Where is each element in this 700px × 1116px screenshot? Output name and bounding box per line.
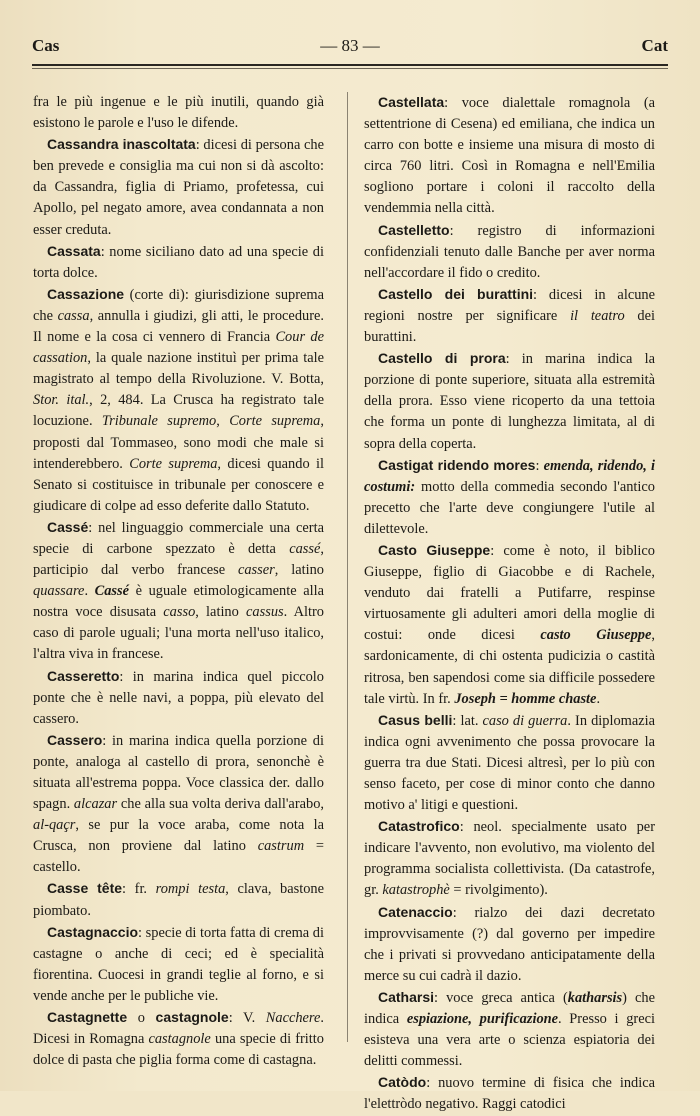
headword: Cassé: [47, 518, 89, 535]
running-head-left: Cas: [32, 36, 60, 55]
headword: Casus belli: [378, 711, 453, 728]
entry-casse-tete: Casse tête: fr. rompi testa, clava, bastone piombato.: [33, 880, 324, 919]
entry-catodo: Catòdo: nuovo termine di fisica che indica l'elettròdo negativo. Raggi catodici: [364, 1074, 655, 1113]
header-rule-thin: [32, 68, 668, 69]
headword: Cassata: [47, 242, 101, 259]
page-number: — 83 —: [320, 36, 380, 55]
column-divider: [347, 92, 348, 1042]
headword: Cassero: [47, 731, 103, 748]
headword: Castello di prora: [378, 350, 506, 367]
headword: Catòdo: [378, 1074, 427, 1091]
headword: Catenaccio: [378, 903, 453, 920]
headword: Catharsi: [378, 988, 435, 1005]
headword: Casse tête: [47, 880, 123, 897]
headword: Castagnaccio: [47, 923, 139, 940]
entry-castelletto: Castelletto: registro di informazioni confidenziali tenuto dalle Banche per aver norma nell'accordare il fido o credito.: [364, 221, 655, 281]
entry-castagnaccio: Castagnaccio: specie di torta fatta di crema di castagne o anche di ceci; ed è specialità fiorentina. Cuocesi in grandi teglie al forno, e si vende anche per le publiche vie.: [33, 923, 324, 1004]
entry-castigat-ridendo-mores: Castigat ridendo mores: emenda, ridendo, i costumi: motto della commedia secondo l'antico precetto che l'arte deve congiungere l'utile al dilettevole.: [364, 456, 655, 537]
headword: Castigat ridendo mores: [378, 456, 536, 473]
entry-catastrofico: Catastrofico: neol. specialmente usato per indicare l'avvento, non evolutivo, ma violento del programma socialista collettivista. (Da catastrofe, gr. katastrophè = rivolgimento).: [364, 818, 655, 899]
entry-casus-belli: Casus belli: lat. caso di guerra. In diplomazia indica ogni avvenimento che possa provocare la guerra tra due Stati. Dicesi altresì, per lo più con senso faceto, per cose di minor conto che danno motivo a' litigi e questioni.: [364, 711, 656, 814]
entry-catenaccio: Catenaccio: rialzo dei dazi decretato improvvisamente (?) dal governo per impedire che i privati si provvedano anticipatamente della merce su cui cadrà il dazio.: [364, 903, 655, 984]
header-rule: [32, 64, 668, 66]
entry-casto-giuseppe: Casto Giuseppe: come è noto, il biblico Giuseppe, figlio di Giacobbe e di Rachele, venduto dai fratelli a Putifarre, respinse virtuosamente gli adulteri amori della moglie di costui: onde dicesi casto Giuseppe, sardonicamente, di chi ostenta pudicizia o castità ritrosa, ben sapendosi come sia difficile possedere tale virtù. In fr. Joseph = homme chaste.: [364, 541, 655, 707]
headword: Casseretto: [47, 667, 120, 684]
entry-casseretto: Casseretto: in marina indica quel piccolo ponte che è nelle navi, a poppa, più elevato del cassero.: [33, 667, 324, 727]
entry-castello-di-prora: Castello di prora: in marina indica la porzione di ponte superiore, situata alla estremità della prora. Esso viene ricoperto da una tettoia che forma un ponte di lunghezza limitata, al di sopra della coperta.: [364, 350, 655, 452]
headword: Cassandra inascoltata: [47, 136, 196, 153]
headword: Cassazione: [47, 285, 125, 302]
page-header: [32, 36, 668, 62]
entry-cassata: Cassata: nome siciliano dato ad una specie di torta dolce.: [33, 242, 324, 281]
headword: Castelletto: [378, 221, 450, 238]
entry-castellata: Castellata: voce dialettale romagnola (a settentrione di Cesena) ed emiliana, che indica un carro con botte e insieme una misura di mosto di circa 760 litri. Così in Romagna e nell'Emilia sogliono portare i coloni il raccolto della vendemmia nella città.: [364, 94, 655, 217]
entry-catharsi: Catharsi: voce greca antica (katharsis) che indica espiazione, purificazione. Presso i greci esisteva una vera arte o scienza espiatoria dei delitti commessi.: [364, 988, 655, 1070]
headword: castagnole: [155, 1009, 229, 1026]
headword: Catastrofico: [378, 818, 460, 835]
running-head-right: Cat: [641, 36, 668, 55]
headword: Castello dei burattini: [378, 285, 534, 302]
left-column: [33, 92, 325, 1069]
entry-continuation: fra le più ingenue e le più inutili, quando già esistono le parole e l'uso le difende.: [33, 94, 324, 132]
entry-cassandra-inascoltata: Cassandra inascoltata: dicesi di persona che ben prevede e consiglia ma cui non si dà ascolto: da Cassandra, figlia di Priamo, profetessa, cui Apollo, pel negato amore, avea condannata a non esser creduta.: [33, 136, 325, 238]
entry-cassero: Cassero: in marina indica quella porzione di ponte, analoga al castello di prora, senonchè è situata all'estrema poppa. Voce classica der. dallo spagn. alcazar che alla sua volta deriva dall'arabo, al-qaçr, se pur la voce araba, come nota la Crusca, non proviene dal latino castrum = castello.: [33, 731, 324, 876]
entry-cassazione: Cassazione (corte di): giurisdizione suprema che cassa, annulla i giudizi, gli atti, le procedure. Il nome e la cosa ci vennero di Francia Cour de cassation, la quale nazione instituì per prima tale magistrato al tempo della Rivoluzione. V. Botta, Stor. ital., 2, 484. La Crusca ha registrato tale locuzione. Tribunale supremo, Corte suprema, proposti dal Tommaseo, sono modi che male si intenderebbero. Corte suprema, dicesi quando il Senato si costituisce in tribunale per conoscere e giudicare di colpe ad esso deferite dallo Statuto.: [33, 285, 324, 514]
headword: Casto Giuseppe: [378, 541, 491, 558]
entry-castello-dei-burattini: Castello dei burattini: dicesi in alcune regioni nostre per significare il teatro dei burattini.: [364, 285, 655, 346]
entry-casse: Cassé: nel linguaggio commerciale una certa specie di carbone spezzato è detta cassé, participio dal verbo francese casser, latino quassare. Cassé è uguale etimologicamente alla nostra voce disusata casso, latino cassus. Altro caso di parole uguali; l'una morta nell'uso italico, l'altra viva in francese.: [33, 518, 325, 663]
right-column: [364, 92, 656, 1113]
headword: Castellata: [378, 94, 445, 110]
headword: Castagnette: [47, 1009, 128, 1026]
entry-castagnette: Castagnette o castagnole: V. Nacchere. Dicesi in Romagna castagnole una specie di fritto dolce di pasta che piglia forma come di castagna.: [33, 1009, 325, 1069]
